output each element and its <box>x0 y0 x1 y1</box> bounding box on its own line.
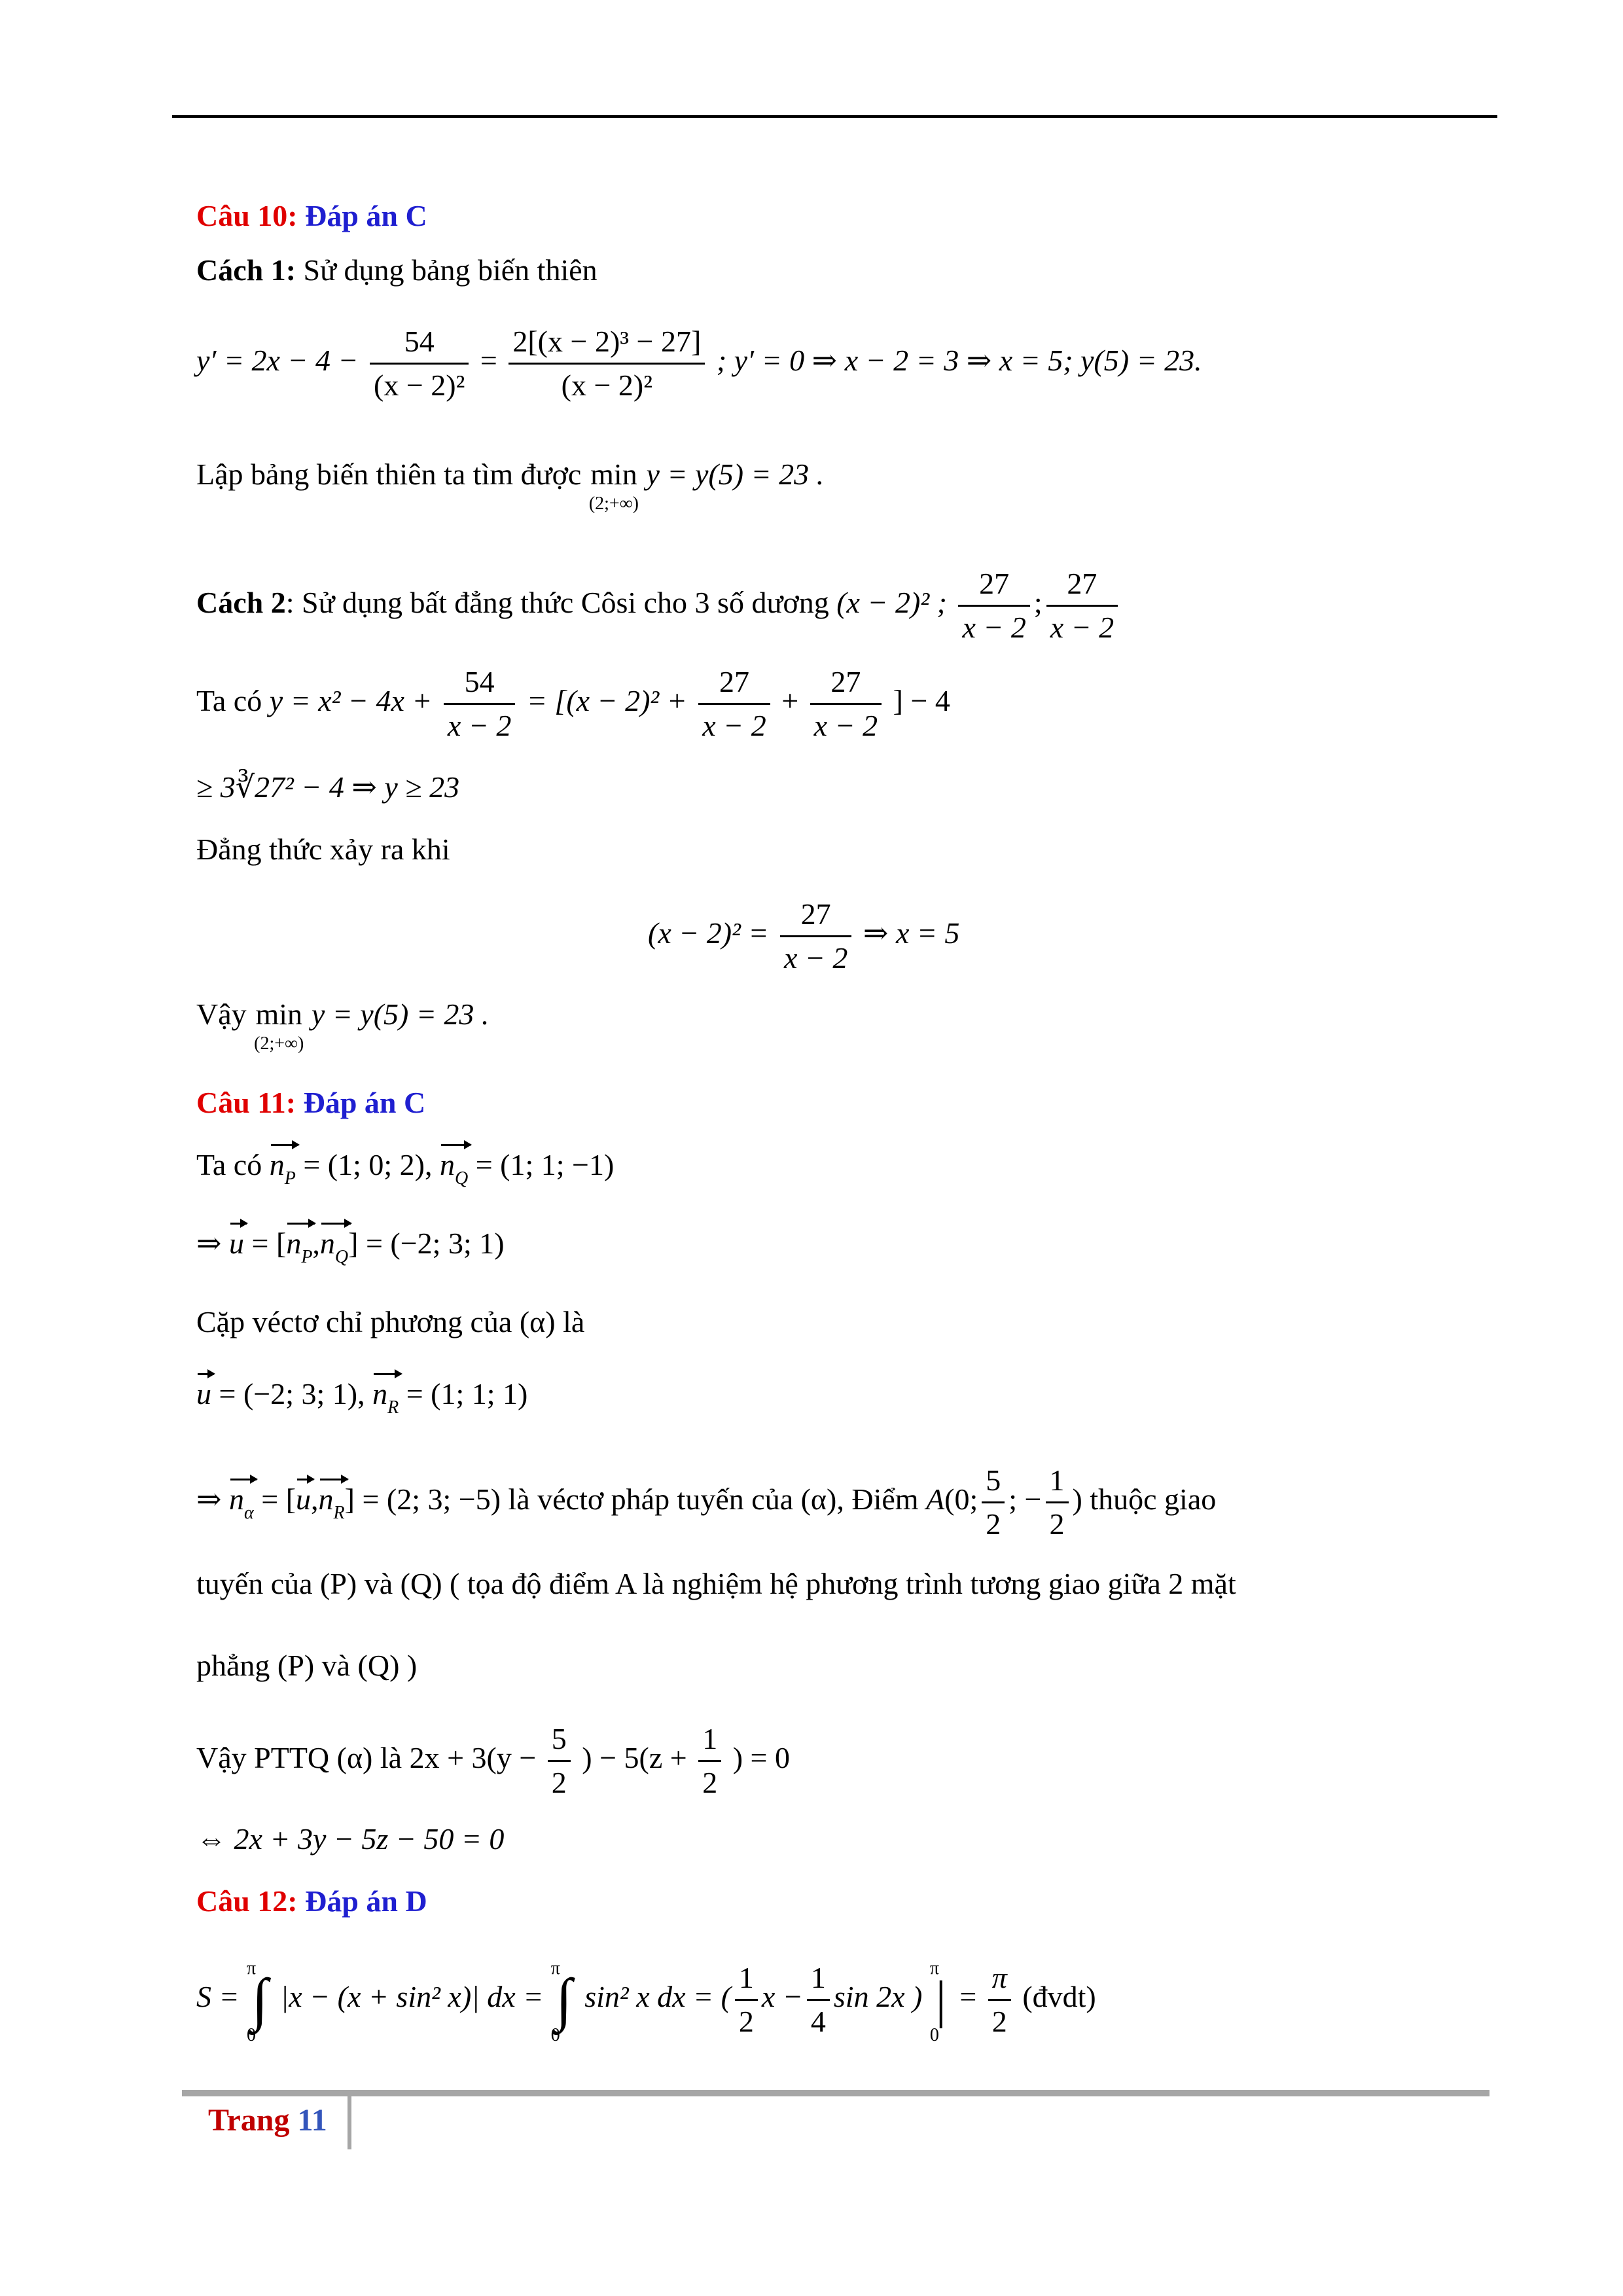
frac-den: x − 2 <box>783 941 848 975</box>
q10-method2 <box>196 563 1122 649</box>
cauchy-frac-1 <box>958 563 1029 649</box>
vec-letter: n <box>286 1227 302 1260</box>
vector-u: u <box>296 1480 311 1519</box>
frac-den: 2 <box>702 1766 718 1799</box>
eval-upper: π <box>929 1958 939 1979</box>
int-lower: 0 <box>550 2024 560 2045</box>
q11-cross-u <box>196 1224 505 1277</box>
frac-num: 1 <box>807 1957 830 2001</box>
q12-area-formula <box>196 1957 1096 2043</box>
table-text: Lập bảng biến thiên ta tìm được <box>196 457 582 491</box>
method1-text: Sử dụng bảng biến thiên <box>296 253 597 287</box>
int-symbol: ∫ <box>251 1967 268 2032</box>
frac-den: 2 <box>738 2005 754 2038</box>
q10-derivative <box>196 321 1202 406</box>
prim-sin: sin 2x ) <box>833 1980 923 2014</box>
pointA-open: (0; <box>944 1482 978 1516</box>
q11-plane-equation <box>196 1718 790 1804</box>
method2-text: : Sử dụng bất đẳng thức Côsi cho 3 số dương <box>285 586 829 620</box>
q10-y-expression <box>196 661 950 747</box>
page-label: Trang <box>208 2103 290 2138</box>
area-S: S = <box>196 1980 240 2014</box>
page-value: 11 <box>297 2103 327 2138</box>
int-upper: π <box>247 1958 257 1979</box>
plus: + <box>781 684 799 718</box>
pair-text: Cặp véctơ chỉ phương của (α) là <box>196 1305 585 1338</box>
q10-inequality <box>196 768 459 807</box>
deriv-frac-2 <box>508 321 705 406</box>
int-lower: 0 <box>247 2024 257 2045</box>
vec-letter: n <box>318 1482 334 1516</box>
int-upper: π <box>550 1958 560 1979</box>
eval-lower: 0 <box>929 2024 939 2045</box>
page-number <box>208 2102 327 2138</box>
vec-sub: R <box>333 1503 345 1524</box>
conclusion-word: Vậy <box>196 997 247 1031</box>
q10-method1 <box>196 251 597 290</box>
q10-heading <box>196 196 427 236</box>
frac-num: 27 <box>780 893 851 937</box>
equality-text: Đẳng thức xảy ra khi <box>196 833 450 866</box>
vec-letter: n <box>229 1482 245 1516</box>
vec-letter: n <box>439 1148 455 1181</box>
deriv-eq: = <box>480 344 497 378</box>
frac-num: 1 <box>1046 1460 1069 1503</box>
prim-x: x − <box>761 1980 803 2014</box>
q10-equality-text <box>196 830 450 869</box>
vector-u: u <box>196 1374 211 1414</box>
q11-intersection-line <box>196 1564 1236 1604</box>
frac-den: 4 <box>810 2005 826 2038</box>
planes-text: phẳng (P) và (Q) ) <box>196 1649 418 1682</box>
frac-num: π <box>988 1957 1011 2001</box>
integral-sign-2 <box>550 1958 577 2045</box>
integrand-2: sin² x dx = ( <box>584 1980 731 2014</box>
final-eq: ⇔ 2x + 3y − 5z − 50 = 0 <box>196 1822 505 1856</box>
nP-value: = (1; 0; 2), <box>295 1148 433 1181</box>
vec-sub: P <box>284 1168 296 1189</box>
method2-label: Cách 2 <box>196 586 286 620</box>
integral-sign-1 <box>247 1958 273 2045</box>
frac-num: 5 <box>982 1460 1005 1503</box>
point-A: A <box>926 1482 945 1516</box>
vec-sub: P <box>301 1247 313 1267</box>
vector-n-alpha <box>229 1480 254 1533</box>
q11-answer: Đáp án C <box>303 1086 426 1119</box>
frac-num: 27 <box>958 563 1029 607</box>
result-frac <box>988 1957 1011 2043</box>
frac-den: x − 2 <box>962 611 1026 644</box>
cross-open: = [ <box>253 1482 296 1516</box>
q11-pair-vectors <box>196 1374 527 1427</box>
normal-text: là véctơ pháp tuyến của (α), Điểm <box>501 1482 919 1516</box>
min-domain: (2;+∞) <box>254 1033 304 1054</box>
frac-num: 2[(x − 2)³ − 27] <box>508 321 705 365</box>
vector-nP <box>286 1224 312 1277</box>
sep: ; <box>1033 586 1043 620</box>
frac-den: x − 2 <box>1050 611 1115 644</box>
cross-result: ] = (−2; 3; 1) <box>348 1227 505 1260</box>
y-frac-3 <box>810 661 882 747</box>
q10-answer: Đáp án C <box>305 199 427 232</box>
eq-lhs: (x − 2)² = <box>648 916 769 950</box>
nR-value: = (1; 1; 1) <box>399 1377 528 1410</box>
evaluation-bar <box>929 1958 952 2045</box>
frac-den: 2 <box>991 2005 1007 2038</box>
q11-heading <box>196 1083 425 1122</box>
min-operator <box>589 455 639 514</box>
frac-num: 27 <box>1046 563 1118 607</box>
vector-nQ <box>320 1224 348 1277</box>
y-tail: ] − 4 <box>893 684 950 718</box>
vec-letter: n <box>372 1377 388 1410</box>
eq-end: ) = 0 <box>732 1741 790 1775</box>
frac-den: x − 2 <box>702 709 766 742</box>
frac-num: 27 <box>698 661 770 705</box>
frac-num: 5 <box>548 1718 571 1762</box>
q11-number: Câu 11: <box>196 1086 296 1119</box>
eq-frac-1 <box>548 1718 571 1804</box>
pointA-mid: ; − <box>1008 1482 1042 1516</box>
q11-normals <box>196 1145 614 1198</box>
footer-divider <box>348 2094 351 2149</box>
eq-frac <box>780 893 851 979</box>
frac-num: 54 <box>444 661 515 705</box>
min-word: min <box>255 997 303 1031</box>
deriv-tail: ; y′ = 0 ⇒ x − 2 = 3 ⇒ x = 5; y(5) = 23. <box>716 344 1202 378</box>
eq-pre: Vậy PTTQ (α) là 2x + 3(y − <box>196 1741 537 1775</box>
q10-equality-eq <box>648 893 959 979</box>
comma: , <box>312 1227 320 1260</box>
min-operator <box>254 995 304 1054</box>
q11-planes-line <box>196 1646 417 1685</box>
eq-frac-2 <box>698 1718 721 1804</box>
pointA-frac-1 <box>982 1460 1005 1545</box>
eq-rhs: ⇒ x = 5 <box>863 916 960 950</box>
q11-final-equation <box>196 1820 504 1859</box>
frac-den: (x − 2)² <box>561 368 653 402</box>
pointA-frac-2 <box>1046 1460 1069 1545</box>
min-word: min <box>590 457 637 491</box>
normal-tail: thuộc giao <box>1082 1482 1217 1516</box>
cross-result: ] = (2; 3; −5) <box>344 1482 501 1516</box>
int-symbol: ∫ <box>556 1967 573 2032</box>
vector-nQ <box>440 1145 468 1198</box>
min-domain: (2;+∞) <box>588 493 639 514</box>
ineq: ≥ 3∛27² − 4 ⇒ y ≥ 23 <box>196 770 460 804</box>
method1-label: Cách 1: <box>196 253 296 287</box>
vector-nR <box>319 1480 345 1533</box>
vector-u: u <box>229 1224 244 1263</box>
conclusion-result: y = y(5) = 23 . <box>311 997 490 1031</box>
deriv-lhs: y′ = 2x − 4 − <box>196 344 359 378</box>
frac-den: 2 <box>1049 1507 1065 1541</box>
result-eq: = <box>959 1980 977 2014</box>
vector-nP <box>270 1145 296 1198</box>
y-mid: = [(x − 2)² + <box>526 684 687 718</box>
eq-mid: ) − 5(z + <box>582 1741 687 1775</box>
u-value: = (−2; 3; 1), <box>211 1377 365 1410</box>
implies: ⇒ <box>196 1227 222 1260</box>
eval-bar-symbol: | <box>935 1971 946 2029</box>
frac-num: 27 <box>810 661 882 705</box>
vec-sub: Q <box>454 1168 469 1189</box>
cross-open: = [ <box>244 1227 287 1260</box>
comma: , <box>311 1482 319 1516</box>
q11-normal-alpha <box>196 1460 1216 1545</box>
q10-table-line <box>196 455 824 514</box>
nQ-value: = (1; 1; −1) <box>468 1148 615 1181</box>
footer-rule <box>182 2090 1489 2096</box>
q12-heading <box>196 1882 427 1921</box>
intersection-text: tuyến của (P) và (Q) ( tọa độ điểm A là nghiệm hệ phương trình tương giao giữa 2 mặt <box>196 1567 1236 1600</box>
frac-den: 2 <box>986 1507 1001 1541</box>
frac-num: 1 <box>698 1718 721 1762</box>
q11-pair-text <box>196 1302 584 1342</box>
y-expr: y = x² − 4x + <box>269 684 433 718</box>
q10-number: Câu 10: <box>196 199 298 232</box>
vec-sub: Q <box>334 1247 349 1267</box>
vec-letter: n <box>269 1148 285 1181</box>
area-unit: (đvdt) <box>1022 1980 1096 2014</box>
prim-frac-1 <box>735 1957 758 2043</box>
vec-letter: n <box>319 1227 335 1260</box>
vec-sub: α <box>244 1503 254 1524</box>
y-frac-1 <box>444 661 515 747</box>
cauchy-frac-2 <box>1046 563 1118 649</box>
min-result: y = y(5) = 23 . <box>646 457 825 491</box>
vec-sub: R <box>387 1397 399 1418</box>
pointA-close: ) <box>1072 1482 1082 1516</box>
deriv-frac-1 <box>370 321 469 406</box>
frac-den: x − 2 <box>813 709 878 742</box>
taco: Ta có <box>196 684 262 718</box>
frac-num: 1 <box>735 1957 758 2001</box>
q12-number: Câu 12: <box>196 1884 298 1918</box>
frac-den: x − 2 <box>447 709 512 742</box>
method2-terms: (x − 2)² ; <box>836 586 947 620</box>
frac-num: 54 <box>370 321 469 365</box>
frac-den: (x − 2)² <box>374 368 465 402</box>
y-frac-2 <box>698 661 770 747</box>
vector-nR <box>372 1374 399 1427</box>
prim-frac-2 <box>807 1957 830 2043</box>
frac-den: 2 <box>551 1766 567 1799</box>
taco: Ta có <box>196 1148 262 1181</box>
q10-conclusion <box>196 995 489 1054</box>
implies: ⇒ <box>196 1482 222 1516</box>
q12-answer: Đáp án D <box>305 1884 427 1918</box>
integrand-1: |x − (x + sin² x)| dx = <box>280 1980 544 2014</box>
header-rule <box>172 115 1497 118</box>
